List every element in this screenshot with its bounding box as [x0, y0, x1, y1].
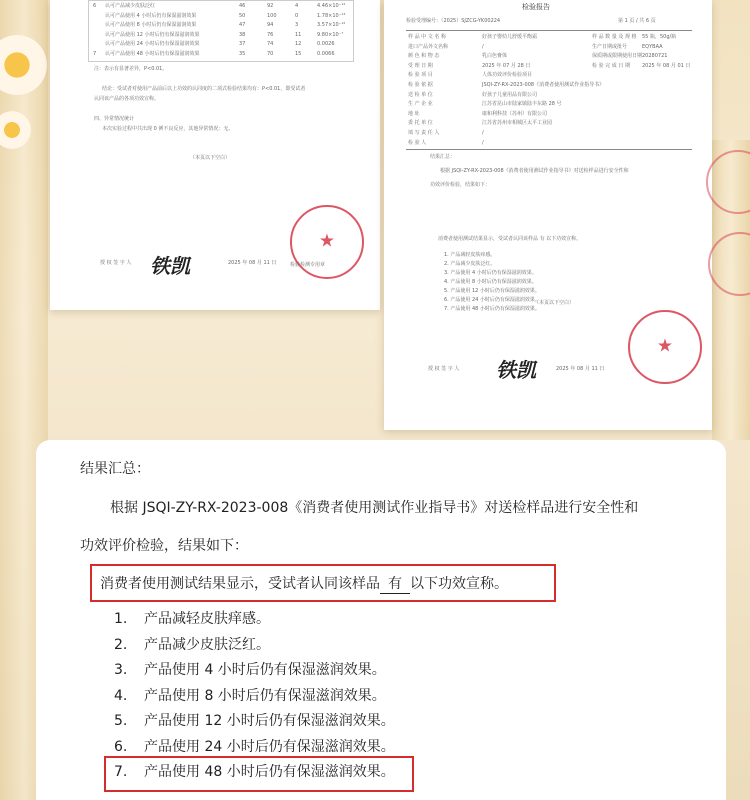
list-text: 产品减少皮肤泛红。	[144, 636, 270, 653]
table-cell: 认可产品使用 4 小时后仍有保湿滋润效果	[105, 12, 197, 19]
table-cell: 4.46×10⁻¹²	[317, 3, 346, 9]
list-text: 产品减轻皮肤痒感。	[144, 611, 270, 627]
list-item	[114, 634, 270, 654]
blank-note: （本页以下空白）	[190, 155, 231, 161]
table-cell: 9.80×10⁻⁷	[317, 31, 344, 38]
table-cell: 0.0066	[317, 50, 335, 57]
conclusion-line: 认同该产品的各项功效宣称。	[94, 96, 160, 102]
list-item	[114, 685, 386, 705]
list-number: 2.	[114, 636, 128, 653]
left-report-page	[50, 0, 380, 310]
card-paragraph: 功效评价检验，结果如下：	[80, 538, 248, 554]
table-cell: 70	[267, 50, 274, 57]
field-value: 江苏省苏州市相城区太平工业园	[482, 120, 553, 127]
list-item: 3. 产品使用 4 小时后仍有保湿滋润效果。	[444, 270, 537, 276]
field-value: JSQI-ZY-RX-2023-008《消费者使用测试作业指导书》	[482, 82, 605, 88]
list-item: 6. 产品使用 24 小时后仍有保湿滋润效果。	[444, 297, 540, 303]
field-label: 检 验 依 据	[408, 82, 433, 88]
inspection-seal	[628, 310, 702, 384]
basis-text: 功效评价检验，结果如下：	[430, 182, 491, 188]
field-value: /	[482, 139, 484, 146]
page-indicator: 第 1 页 / 共 6 页	[618, 18, 656, 24]
list-item: 7. 产品使用 48 小时后仍有保湿滋润效果。	[444, 306, 540, 312]
right-report-page	[384, 0, 712, 430]
field-label: 检 验 项 目	[408, 72, 433, 79]
seal-caption: 检验检测专用章	[290, 262, 326, 268]
list-text: 产品使用 12 小时后仍有保湿滋润效果。	[144, 713, 395, 729]
field-label: 进口产品外文名称	[408, 43, 449, 50]
highlight-box	[104, 756, 414, 792]
table-cell: 94	[267, 22, 274, 28]
list-item: 2. 产品减少皮肤泛红。	[444, 261, 496, 267]
abnormal-text: 本次实验过程中共出现 0 例不良反应，其他异常情况：无。	[102, 126, 234, 132]
table-cell: 11	[295, 31, 302, 38]
list-item: 5. 产品使用 12 小时后仍有保湿滋润效果。	[444, 288, 540, 294]
list-number: 4.	[114, 687, 128, 704]
table-cell: 3.57×10⁻¹²	[317, 22, 346, 28]
field-label: 颜 色 和 物 态	[408, 53, 440, 60]
table-cell: 47	[239, 22, 246, 28]
field-value: 2025 年 08 月 01 日	[642, 62, 691, 69]
table-cell: 0.0026	[317, 41, 335, 47]
field-value: 2025 年 07 月 28 日	[482, 62, 531, 69]
field-value: 江苏省昆山市陆家镇陆丰东路 28 号	[482, 101, 562, 108]
field-label: 送 检 单 位	[408, 91, 433, 98]
report-number: 检验受理编号：（2025）SJZCG-YK00224	[406, 18, 501, 24]
list-item	[114, 608, 270, 628]
field-value: 康和利科技（苏州）有限公司	[482, 110, 548, 117]
table-cell: 50	[239, 12, 246, 19]
field-value: EQYBAA	[642, 43, 663, 50]
table-cell: 100	[267, 12, 277, 19]
star-icon: ★	[318, 230, 336, 252]
list-item	[114, 710, 395, 730]
table-cell: 46	[239, 3, 246, 9]
field-label: 地 址	[408, 110, 420, 117]
list-text: 产品使用 24 小时后仍有保湿滋润效果。	[144, 738, 395, 755]
field-label: 填 写 责 任 人	[408, 130, 440, 136]
field-value: /	[482, 43, 484, 50]
report-date: 2025 年 08 月 11 日	[228, 260, 277, 266]
report-date: 2025 年 08 月 11 日	[556, 366, 605, 372]
table-cell: 认可产品使用 24 小时后仍有保湿滋润效果	[105, 41, 200, 47]
field-value: 乳白色膏体	[482, 53, 508, 60]
list-number: 5.	[114, 713, 128, 729]
table-cell: 92	[267, 3, 274, 9]
table-note: 注：表示有显著差异，P<0.01。	[94, 66, 168, 72]
signer-label: 授 权 签 字 人	[428, 366, 460, 372]
summary-card	[36, 440, 726, 800]
report-title: 检验报告	[522, 3, 550, 11]
list-text: 产品使用 8 小时后仍有保湿滋润效果。	[144, 687, 386, 704]
table-cell: 1.78×10⁻¹³	[317, 12, 346, 19]
field-value: 好孩子婴幼儿舒缓平衡霜	[482, 34, 538, 40]
list-number: 1.	[114, 611, 128, 627]
table-cell: 7	[93, 50, 97, 57]
highlight-pre: 消费者使用测试结果显示，受试者认同该样品	[100, 576, 380, 592]
table-cell: 37	[239, 41, 246, 47]
star-icon: ★	[656, 335, 674, 357]
table-cell: 38	[239, 31, 246, 38]
table-cell: 0	[295, 12, 299, 19]
table-cell: 认可产品使用 8 小时后仍有保湿滋润效果	[105, 22, 197, 28]
field-value: /	[482, 130, 484, 136]
section-heading: 四、异常情况统计	[94, 116, 135, 122]
list-item: 1. 产品减轻皮肤痒感。	[444, 252, 496, 258]
card-title: 结果汇总：	[80, 461, 150, 477]
table-cell: 74	[267, 41, 274, 47]
list-item: 4. 产品使用 8 小时后仍有保湿滋润效果。	[444, 279, 537, 285]
table-cell: 35	[239, 50, 246, 57]
blank-note: （本页以下空白）	[534, 300, 575, 306]
list-number: 7.	[114, 764, 128, 780]
list-number: 6.	[114, 738, 128, 755]
field-label: 样 品 中 文 名 称	[408, 34, 446, 40]
table-cell: 认可产品使用 48 小时后仍有保湿滋润效果	[105, 50, 200, 57]
consensus-text: 消费者使用测试结果显示，受试者认同该样品 有 以下功效宣称。	[438, 236, 582, 242]
highlight-post: 以下功效宣称。	[410, 576, 508, 592]
table-cell: 76	[267, 31, 274, 38]
field-label: 检 验 完 成 日 期	[592, 62, 630, 69]
field-value: 好孩子儿童用品有限公司	[482, 91, 538, 98]
card-paragraph: 根据 JSQI-ZY-RX-2023-008《消费者使用测试作业指导书》对送检样品进行安全性和	[110, 500, 639, 516]
list-text: 产品使用 48 小时后仍有保湿滋润效果。	[144, 764, 395, 780]
field-label: 受 理 日 期	[408, 62, 433, 69]
results-table	[88, 0, 354, 62]
field-label: 检 验 人	[408, 139, 427, 146]
table-cell: 15	[295, 50, 302, 57]
table-cell: 4	[295, 3, 299, 9]
signature: 铁凯	[496, 358, 536, 382]
table-cell: 6	[93, 3, 97, 9]
field-label: 生产日期或批号	[592, 43, 628, 50]
summary-heading: 结果汇总：	[430, 154, 456, 160]
field-label: 保质期或限期使用日期	[592, 53, 643, 60]
basis-text: 根据 JSQI-ZY-RX-2023-008《消费者使用测试作业指导书》对送检样品进行安全性和	[440, 168, 629, 174]
field-value: 55 瓶，50g/瓶	[642, 34, 677, 40]
field-label: 样 品 数 量 及 规 格	[592, 34, 637, 40]
table-cell: 3	[295, 22, 299, 28]
table-cell: 认可产品减少皮肤泛红	[105, 3, 156, 9]
highlight-answer: 有	[380, 573, 410, 594]
report-fields	[406, 30, 692, 150]
signature: 铁凯	[150, 254, 190, 278]
table-cell: 认可产品使用 12 小时后仍有保湿滋润效果	[105, 31, 200, 38]
list-text: 产品使用 4 小时后仍有保湿滋润效果。	[144, 662, 386, 678]
conclusion-line: 结论：受试者对使用产品前后以上功效的认同度的二项式检验结果均有：P<0.01，即受试者	[102, 86, 306, 92]
field-value: 人体功效评价检验项目	[482, 72, 533, 79]
field-label: 委 托 单 位	[408, 120, 433, 127]
list-item	[114, 659, 386, 679]
signer-label: 授 权 签 字 人	[100, 260, 132, 266]
field-label: 生 产 企 业	[408, 101, 433, 108]
table-cell: 12	[295, 41, 302, 47]
list-number: 3.	[114, 662, 128, 678]
field-value: 20280721	[642, 53, 668, 60]
highlight-text	[100, 573, 508, 594]
list-item	[114, 736, 395, 756]
